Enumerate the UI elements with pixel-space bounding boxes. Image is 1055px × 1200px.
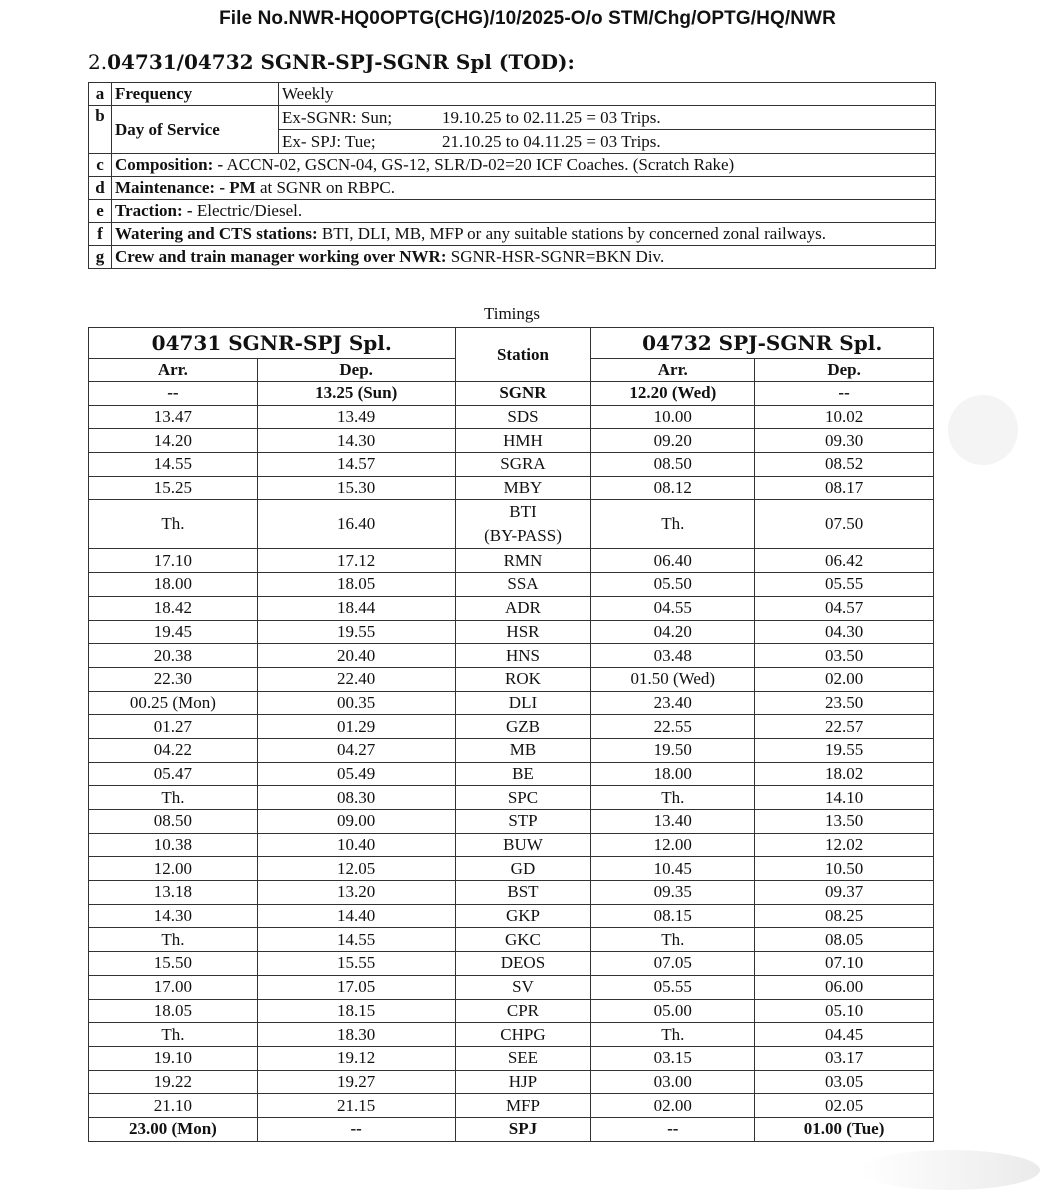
- down-departure-cell: 10.50: [755, 857, 934, 881]
- down-arrival-cell: 05.50: [591, 573, 755, 597]
- timing-row: [89, 1094, 934, 1118]
- up-departure-cell: 04.27: [257, 738, 455, 762]
- up-arrival-cell: 18.00: [89, 573, 258, 597]
- down-arrival-cell: 05.55: [591, 975, 755, 999]
- up-departure-cell: 14.30: [257, 429, 455, 453]
- info-row-watering: [89, 223, 936, 246]
- up-departure-cell: 18.05: [257, 573, 455, 597]
- timing-row: [89, 999, 934, 1023]
- up-arrival-cell: 17.10: [89, 549, 258, 573]
- station-cell: HSR: [455, 620, 591, 644]
- traction-value: Electric/Diesel.: [196, 201, 303, 220]
- row-letter: a: [89, 83, 112, 106]
- timing-row: [89, 405, 934, 429]
- timing-row: [89, 667, 934, 691]
- timing-row: [89, 952, 934, 976]
- station-cell: MFP: [455, 1094, 591, 1118]
- station-note: (BY-PASS): [484, 526, 562, 546]
- up-departure-cell: 18.30: [257, 1023, 455, 1047]
- up-departure-cell: 17.05: [257, 975, 455, 999]
- station-cell: CPR: [455, 999, 591, 1023]
- frequency-label: Frequency: [112, 83, 279, 106]
- station-cell: HJP: [455, 1070, 591, 1094]
- dos-ex-sgnr-dates: 19.10.25 to 02.11.25 = 03 Trips.: [442, 107, 661, 127]
- watering-label: Watering and CTS stations:: [115, 224, 318, 243]
- train-info-table: [88, 82, 936, 269]
- down-departure-cell: 08.25: [755, 904, 934, 928]
- file-number-header: File No.NWR-HQ0OPTG(CHG)/10/2025-O/o STM/Chg/OPTG/HQ/NWR: [219, 8, 836, 29]
- up-arrival-cell: 04.22: [89, 738, 258, 762]
- up-arrival-cell: 21.10: [89, 1094, 258, 1118]
- timing-row: [89, 881, 934, 905]
- station-cell: MB: [455, 738, 591, 762]
- up-arrival-cell: 14.30: [89, 904, 258, 928]
- down-arrival-cell: 06.40: [591, 549, 755, 573]
- down-departure-cell: 05.55: [755, 573, 934, 597]
- station-cell: GD: [455, 857, 591, 881]
- down-departure-cell: 04.57: [755, 596, 934, 620]
- down-departure-cell: 19.55: [755, 738, 934, 762]
- down-arrival-cell: 09.20: [591, 429, 755, 453]
- down-departure-cell: --: [755, 382, 934, 406]
- station-cell: HNS: [455, 644, 591, 668]
- down-arrival-cell: 02.00: [591, 1094, 755, 1118]
- timing-row: [89, 904, 934, 928]
- down-arrival-cell: 13.40: [591, 810, 755, 834]
- down-departure-cell: 07.10: [755, 952, 934, 976]
- composition-value: ACCN-02, GSCN-04, GS-12, SLR/D-02=20 ICF Coaches. (Scratch Rake): [226, 155, 735, 174]
- down-arrival-cell: Th.: [591, 500, 755, 549]
- station-cell: SPJ: [455, 1117, 591, 1141]
- up-arrival-cell: 13.18: [89, 881, 258, 905]
- section-title: [88, 50, 575, 74]
- up-departure-cell: 12.05: [257, 857, 455, 881]
- down-departure-cell: 02.05: [755, 1094, 934, 1118]
- up-departure-cell: 13.49: [257, 405, 455, 429]
- row-letter: g: [89, 246, 112, 269]
- frequency-value: Weekly: [279, 83, 936, 106]
- down-arrival-cell: 01.50 (Wed): [591, 667, 755, 691]
- up-arrival-cell: --: [89, 382, 258, 406]
- up-departure-cell: 15.55: [257, 952, 455, 976]
- station-column-header: Station: [455, 328, 591, 382]
- up-departure-cell: 14.40: [257, 904, 455, 928]
- timing-row: [89, 500, 934, 549]
- up-departure-cell: 18.15: [257, 999, 455, 1023]
- up-arrival-cell: 12.00: [89, 857, 258, 881]
- up-departure-cell: 14.57: [257, 453, 455, 477]
- down-arrival-cell: 08.50: [591, 453, 755, 477]
- section-title-text: 04731/04732 SGNR-SPJ-SGNR Spl (TOD):: [107, 50, 575, 74]
- traction-label: Traction: -: [115, 201, 193, 220]
- timing-row: [89, 762, 934, 786]
- timing-row: [89, 573, 934, 597]
- up-arrival-cell: 23.00 (Mon): [89, 1117, 258, 1141]
- timing-row: [89, 786, 934, 810]
- down-departure-cell: 04.45: [755, 1023, 934, 1047]
- down-arrival-cell: --: [591, 1117, 755, 1141]
- up-dep-header: Dep.: [257, 359, 455, 382]
- up-departure-cell: 15.30: [257, 476, 455, 500]
- row-letter: f: [89, 223, 112, 246]
- down-arrival-cell: 08.15: [591, 904, 755, 928]
- down-departure-cell: 05.10: [755, 999, 934, 1023]
- down-departure-cell: 06.00: [755, 975, 934, 999]
- up-departure-cell: 16.40: [257, 500, 455, 549]
- down-departure-cell: 12.02: [755, 833, 934, 857]
- up-arrival-cell: 13.47: [89, 405, 258, 429]
- timing-row: [89, 1117, 934, 1141]
- down-departure-cell: 18.02: [755, 762, 934, 786]
- info-row-maintenance: [89, 177, 936, 200]
- timings-caption: Timings: [483, 304, 541, 323]
- down-arrival-cell: 04.55: [591, 596, 755, 620]
- up-departure-cell: 19.27: [257, 1070, 455, 1094]
- timing-row: [89, 1046, 934, 1070]
- station-cell: SGRA: [455, 453, 591, 477]
- crew-cell: [112, 246, 936, 269]
- up-departure-cell: 01.29: [257, 715, 455, 739]
- up-departure-cell: 21.15: [257, 1094, 455, 1118]
- up-arrival-cell: Th.: [89, 1023, 258, 1047]
- down-arrival-cell: 22.55: [591, 715, 755, 739]
- down-arrival-cell: 12.00: [591, 833, 755, 857]
- down-arrival-cell: 05.00: [591, 999, 755, 1023]
- down-departure-cell: 09.30: [755, 429, 934, 453]
- timing-row: [89, 620, 934, 644]
- down-departure-cell: 03.50: [755, 644, 934, 668]
- train-04732-header: 04732 SPJ-SGNR Spl.: [591, 328, 934, 359]
- up-arrival-cell: 15.25: [89, 476, 258, 500]
- watering-cell: [112, 223, 936, 246]
- down-departure-cell: 10.02: [755, 405, 934, 429]
- timing-row: [89, 453, 934, 477]
- timing-row: [89, 1023, 934, 1047]
- down-departure-cell: 03.05: [755, 1070, 934, 1094]
- timing-row: [89, 382, 934, 406]
- up-arrival-cell: 00.25 (Mon): [89, 691, 258, 715]
- timing-row: [89, 810, 934, 834]
- down-departure-cell: 08.17: [755, 476, 934, 500]
- down-arrival-cell: 10.00: [591, 405, 755, 429]
- station-cell: DLI: [455, 691, 591, 715]
- down-arr-header: Arr.: [591, 359, 755, 382]
- up-departure-cell: 19.55: [257, 620, 455, 644]
- traction-cell: [112, 200, 936, 223]
- row-letter: b: [89, 106, 112, 154]
- day-of-service-label: Day of Service: [112, 106, 279, 154]
- up-departure-cell: 13.25 (Sun): [257, 382, 455, 406]
- down-arrival-cell: 03.48: [591, 644, 755, 668]
- up-arrival-cell: 19.45: [89, 620, 258, 644]
- station-cell: GKP: [455, 904, 591, 928]
- down-arrival-cell: 09.35: [591, 881, 755, 905]
- down-arrival-cell: 08.12: [591, 476, 755, 500]
- dos-ex-spj: Ex- SPJ: Tue;: [282, 131, 376, 151]
- station-cell: BUW: [455, 833, 591, 857]
- station-cell: GZB: [455, 715, 591, 739]
- train-04731-header: 04731 SGNR-SPJ Spl.: [89, 328, 456, 359]
- timing-row: [89, 596, 934, 620]
- maintenance-value: at SGNR on RBPC.: [259, 178, 396, 197]
- timing-row: [89, 476, 934, 500]
- down-arrival-cell: 07.05: [591, 952, 755, 976]
- down-departure-cell: 02.00: [755, 667, 934, 691]
- down-dep-header: Dep.: [755, 359, 934, 382]
- down-departure-cell: 13.50: [755, 810, 934, 834]
- station-cell: GKC: [455, 928, 591, 952]
- up-arrival-cell: 08.50: [89, 810, 258, 834]
- dos-line-ex-spj: [279, 130, 935, 153]
- down-arrival-cell: 03.15: [591, 1046, 755, 1070]
- maintenance-label: Maintenance: - PM: [115, 178, 256, 197]
- up-arrival-cell: 14.20: [89, 429, 258, 453]
- down-arrival-cell: Th.: [591, 1023, 755, 1047]
- station-cell: SSA: [455, 573, 591, 597]
- up-arrival-cell: 19.10: [89, 1046, 258, 1070]
- timing-row: [89, 549, 934, 573]
- up-departure-cell: 09.00: [257, 810, 455, 834]
- timing-row: [89, 1070, 934, 1094]
- up-arrival-cell: 05.47: [89, 762, 258, 786]
- down-departure-cell: 09.37: [755, 881, 934, 905]
- info-row-day-of-service: [89, 106, 936, 154]
- up-arrival-cell: 10.38: [89, 833, 258, 857]
- up-arrival-cell: 19.22: [89, 1070, 258, 1094]
- timing-row: [89, 429, 934, 453]
- up-arrival-cell: 18.42: [89, 596, 258, 620]
- station-cell: ROK: [455, 667, 591, 691]
- up-arrival-cell: 14.55: [89, 453, 258, 477]
- up-arrival-cell: Th.: [89, 500, 258, 549]
- station-cell: BE: [455, 762, 591, 786]
- up-departure-cell: 22.40: [257, 667, 455, 691]
- up-arrival-cell: Th.: [89, 786, 258, 810]
- crew-value: SGNR-HSR-SGNR=BKN Div.: [450, 247, 665, 266]
- timing-row: [89, 857, 934, 881]
- timing-row: [89, 691, 934, 715]
- up-departure-cell: 17.12: [257, 549, 455, 573]
- timing-row: [89, 975, 934, 999]
- down-departure-cell: 07.50: [755, 500, 934, 549]
- down-arrival-cell: 12.20 (Wed): [591, 382, 755, 406]
- down-arrival-cell: 04.20: [591, 620, 755, 644]
- down-arrival-cell: 18.00: [591, 762, 755, 786]
- up-arrival-cell: 22.30: [89, 667, 258, 691]
- down-departure-cell: 03.17: [755, 1046, 934, 1070]
- down-arrival-cell: 03.00: [591, 1070, 755, 1094]
- up-departure-cell: 18.44: [257, 596, 455, 620]
- up-departure-cell: 13.20: [257, 881, 455, 905]
- up-arr-header: Arr.: [89, 359, 258, 382]
- up-arrival-cell: 01.27: [89, 715, 258, 739]
- up-departure-cell: 20.40: [257, 644, 455, 668]
- maintenance-cell: [112, 177, 936, 200]
- up-arrival-cell: 20.38: [89, 644, 258, 668]
- composition-label: Composition: -: [115, 155, 224, 174]
- row-letter: e: [89, 200, 112, 223]
- down-departure-cell: 14.10: [755, 786, 934, 810]
- info-row-traction: [89, 200, 936, 223]
- up-departure-cell: 05.49: [257, 762, 455, 786]
- station-cell: SDS: [455, 405, 591, 429]
- scan-artifact-smudge: [860, 1150, 1040, 1190]
- station-cell: SGNR: [455, 382, 591, 406]
- down-departure-cell: 01.00 (Tue): [755, 1117, 934, 1141]
- down-arrival-cell: 23.40: [591, 691, 755, 715]
- row-letter: c: [89, 154, 112, 177]
- station-cell: SV: [455, 975, 591, 999]
- row-letter: d: [89, 177, 112, 200]
- dos-ex-spj-dates: 21.10.25 to 04.11.25 = 03 Trips.: [442, 131, 661, 151]
- timing-rows: [89, 382, 934, 1142]
- dos-line-ex-sgnr: [279, 106, 935, 130]
- down-departure-cell: 08.05: [755, 928, 934, 952]
- day-of-service-value: [279, 106, 936, 154]
- down-departure-cell: 04.30: [755, 620, 934, 644]
- scan-artifact-circle: [948, 395, 1018, 465]
- station-cell: HMH: [455, 429, 591, 453]
- down-arrival-cell: 10.45: [591, 857, 755, 881]
- down-arrival-cell: Th.: [591, 928, 755, 952]
- up-departure-cell: 14.55: [257, 928, 455, 952]
- station-cell: STP: [455, 810, 591, 834]
- timing-table: [88, 327, 934, 1142]
- down-departure-cell: 08.52: [755, 453, 934, 477]
- info-row-frequency: [89, 83, 936, 106]
- down-arrival-cell: Th.: [591, 786, 755, 810]
- up-arrival-cell: 17.00: [89, 975, 258, 999]
- info-row-composition: [89, 154, 936, 177]
- up-departure-cell: 19.12: [257, 1046, 455, 1070]
- up-arrival-cell: Th.: [89, 928, 258, 952]
- up-arrival-cell: 15.50: [89, 952, 258, 976]
- crew-label: Crew and train manager working over NWR:: [115, 247, 447, 266]
- timing-row: [89, 715, 934, 739]
- station-cell: BST: [455, 881, 591, 905]
- down-departure-cell: 22.57: [755, 715, 934, 739]
- station-cell: DEOS: [455, 952, 591, 976]
- station-cell: CHPG: [455, 1023, 591, 1047]
- station-cell: ADR: [455, 596, 591, 620]
- up-departure-cell: 00.35: [257, 691, 455, 715]
- down-arrival-cell: 19.50: [591, 738, 755, 762]
- station-cell: SPC: [455, 786, 591, 810]
- station-name: BTI: [509, 502, 537, 522]
- composition-cell: [112, 154, 936, 177]
- up-departure-cell: 08.30: [257, 786, 455, 810]
- section-number: 2.: [88, 50, 108, 74]
- timing-row: [89, 928, 934, 952]
- station-cell: [455, 500, 591, 549]
- timing-row: [89, 738, 934, 762]
- timing-row: [89, 644, 934, 668]
- watering-value: BTI, DLI, MB, MFP or any suitable stations by concerned zonal railways.: [321, 224, 826, 243]
- station-cell: MBY: [455, 476, 591, 500]
- station-cell: RMN: [455, 549, 591, 573]
- down-departure-cell: 06.42: [755, 549, 934, 573]
- up-departure-cell: --: [257, 1117, 455, 1141]
- info-row-crew: [89, 246, 936, 269]
- station-cell: SEE: [455, 1046, 591, 1070]
- up-departure-cell: 10.40: [257, 833, 455, 857]
- dos-ex-sgnr: Ex-SGNR: Sun;: [282, 107, 393, 127]
- down-departure-cell: 23.50: [755, 691, 934, 715]
- up-arrival-cell: 18.05: [89, 999, 258, 1023]
- timing-row: [89, 833, 934, 857]
